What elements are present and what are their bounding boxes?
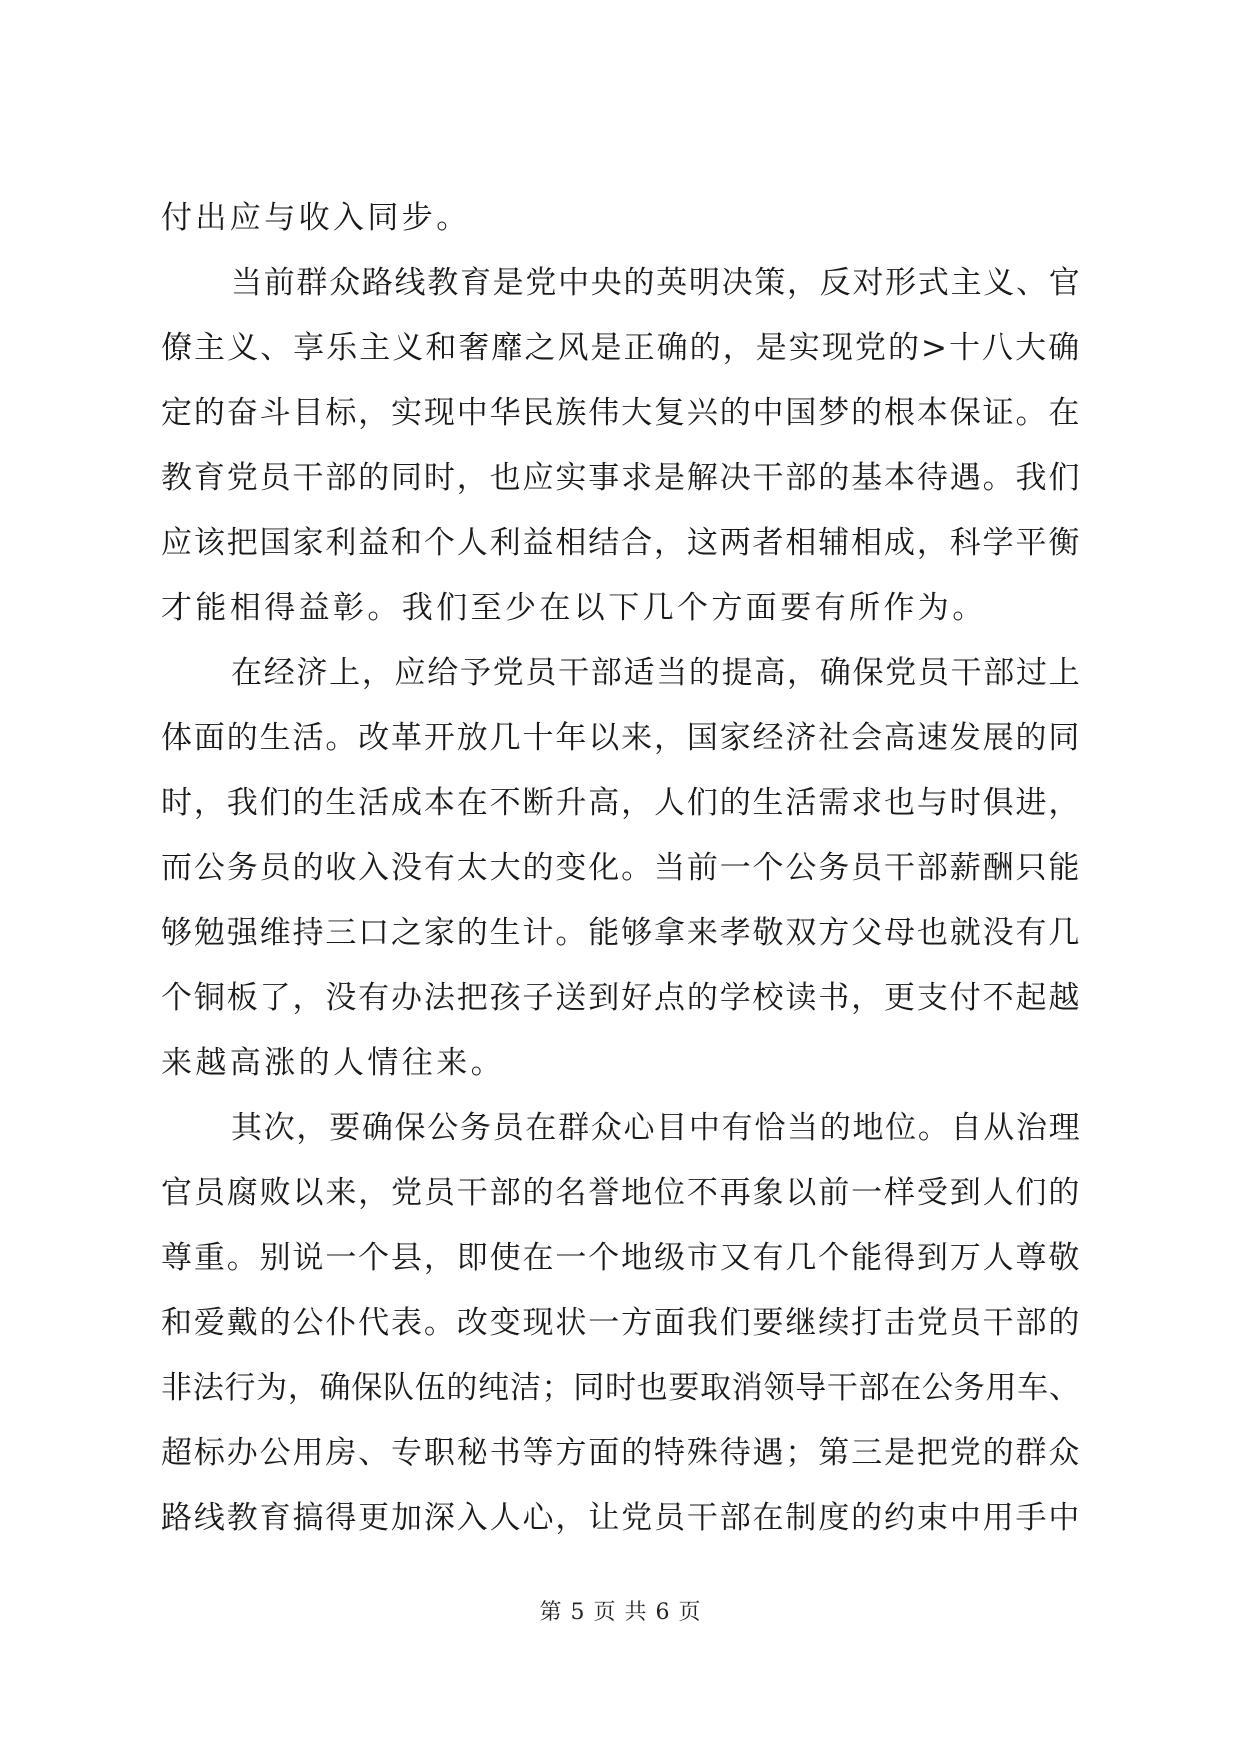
text-line-9: 体面的生活。改革开放几十年以来，国家经济社会高速发展的同	[161, 720, 1082, 756]
text-line-20: 超标办公用房、专职秘书等方面的特殊待遇；第三是把党的群众	[161, 1435, 1082, 1471]
text-line-19: 非法行为，确保队伍的纯洁；同时也要取消领导干部在公务用车、	[161, 1370, 1081, 1406]
text-line-3: 僚主义、享乐主义和奢靡之风是正确的，是实现党的>十八大确	[161, 330, 1082, 366]
text-line-13: 个铜板了，没有办法把孩子送到好点的学校读书，更支付不起越	[161, 980, 1082, 1016]
text-line-14: 来越高涨的人情往来。	[161, 1045, 505, 1081]
text-line-21: 路线教育搞得更加深入人心，让党员干部在制度的约束中用手中	[161, 1500, 1082, 1536]
text-line-1: 付出应与收入同步。	[161, 200, 471, 236]
page-number-footer: 第 5 页 共 6 页	[539, 1600, 702, 1625]
text-line-11: 而公务员的收入没有太大的变化。当前一个公务员干部薪酬只能	[161, 850, 1082, 886]
text-line-2: 当前群众路线教育是党中央的英明决策，反对形式主义、官	[231, 265, 1082, 301]
text-line-7: 才能相得益彰。我们至少在以下几个方面要有所作为。	[161, 590, 987, 626]
text-line-18: 和爱戴的公仆代表。改变现状一方面我们要继续打击党员干部的	[161, 1305, 1082, 1341]
text-line-16: 官员腐败以来，党员干部的名誉地位不再象以前一样受到人们的	[161, 1175, 1082, 1211]
text-line-6: 应该把国家利益和个人利益相结合，这两者相辅相成，科学平衡	[161, 525, 1082, 561]
text-line-4: 定的奋斗目标，实现中华民族伟大复兴的中国梦的根本保证。在	[161, 395, 1082, 431]
text-line-12: 够勉强维持三口之家的生计。能够拿来孝敬双方父母也就没有几	[161, 915, 1082, 951]
text-line-15: 其次，要确保公务员在群众心目中有恰当的地位。自从治理	[231, 1110, 1082, 1146]
text-line-5: 教育党员干部的同时，也应实事求是解决干部的基本待遇。我们	[161, 460, 1082, 496]
text-line-10: 时，我们的生活成本在不断升高，人们的生活需求也与时俱进，	[161, 785, 1082, 821]
text-line-17: 尊重。别说一个县，即使在一个地级市又有几个能得到万人尊敬	[161, 1240, 1082, 1276]
text-line-8: 在经济上，应给予党员干部适当的提高，确保党员干部过上	[231, 655, 1082, 691]
